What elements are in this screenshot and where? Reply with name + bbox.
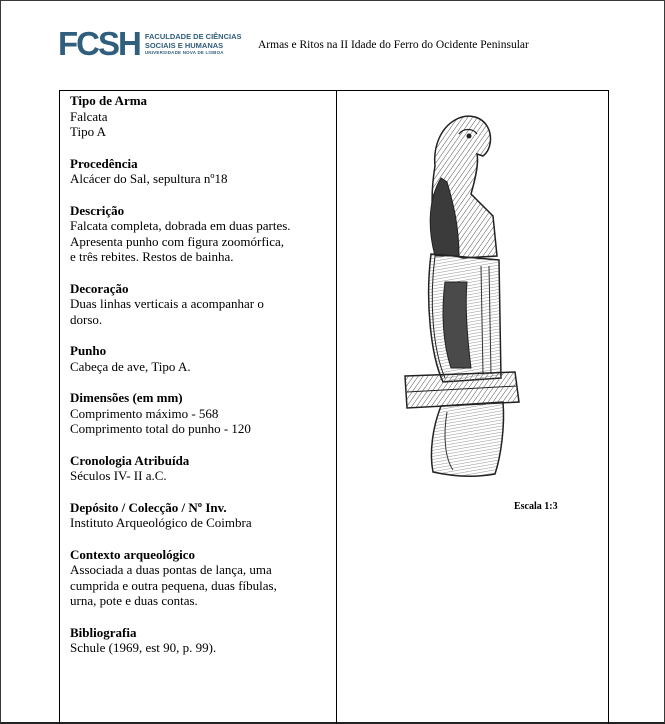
section-line: Falcata [70,108,108,124]
scale-label: Escala 1:3 [514,501,558,512]
section-line: Comprimento máximo - 568 [70,405,219,421]
section-heading: Procedência [70,155,138,171]
section-8 [70,547,332,609]
description-column [70,93,332,672]
section-4 [70,343,332,374]
section-heading: Dimensões (em mm) [70,390,183,405]
section-heading: Decoração [70,280,129,296]
section-line: Comprimento total do punho - 120 [70,421,251,436]
section-line: Apresenta punho com figura zoomórfica, [70,233,285,249]
section-0 [70,93,332,140]
section-line: Schule (1969, est 90, p. 99). [70,640,217,655]
section-line: Tipo A [70,124,107,139]
section-6 [70,453,332,484]
section-heading: Descrição [70,202,125,218]
section-1 [70,156,332,187]
section-line: Associada a duas pontas de lança, uma [70,562,272,577]
section-line: cumprida e outra pequena, duas fíbulas, [70,577,277,593]
section-line: dorso. [70,311,103,327]
logo-mark: FCSH [58,25,140,62]
section-line: Cabeça de ave, Tipo A. [70,358,191,374]
section-heading: Contexto arqueológico [70,546,196,562]
section-heading: Tipo de Arma [70,93,148,108]
section-5 [70,390,332,437]
header [58,26,242,62]
section-heading: Depósito / Colecção / Nº Inv. [70,499,227,515]
section-heading: Bibliografia [70,624,137,640]
falcata-illustration-icon [363,106,543,486]
document-title: Armas e Ritos na II Idade do Ferro do Ocidente Peninsular [258,39,529,51]
logo-line-2: SOCIAIS E HUMANAS [144,40,224,50]
section-line: Duas linhas verticais a acompanhar o [70,296,264,311]
column-divider [336,91,337,724]
section-line: Instituto Arqueológico de Coimbra [70,515,252,530]
section-line: Séculos IV- II a.C. [70,468,167,483]
section-line: Alcácer do Sal, sepultura nº18 [70,171,228,186]
section-heading: Cronologia Atribuída [70,452,190,468]
section-line: Falcata completa, dobrada em duas partes. [70,218,291,233]
section-3 [70,281,332,328]
logo-line-3: UNIVERSIDADE NOVA DE LISBOA [144,49,224,55]
section-7 [70,500,332,531]
section-line: e três rebites. Restos de bainha. [70,249,234,264]
fcsh-logo [58,25,242,62]
section-9 [70,625,332,656]
logo-line-1: FACULDADE DE CIÊNCIAS [144,31,242,41]
section-line: urna, pote e duas contas. [70,593,198,608]
section-2 [70,203,332,265]
section-heading: Punho [70,343,107,358]
logo-subtitle [145,33,242,56]
